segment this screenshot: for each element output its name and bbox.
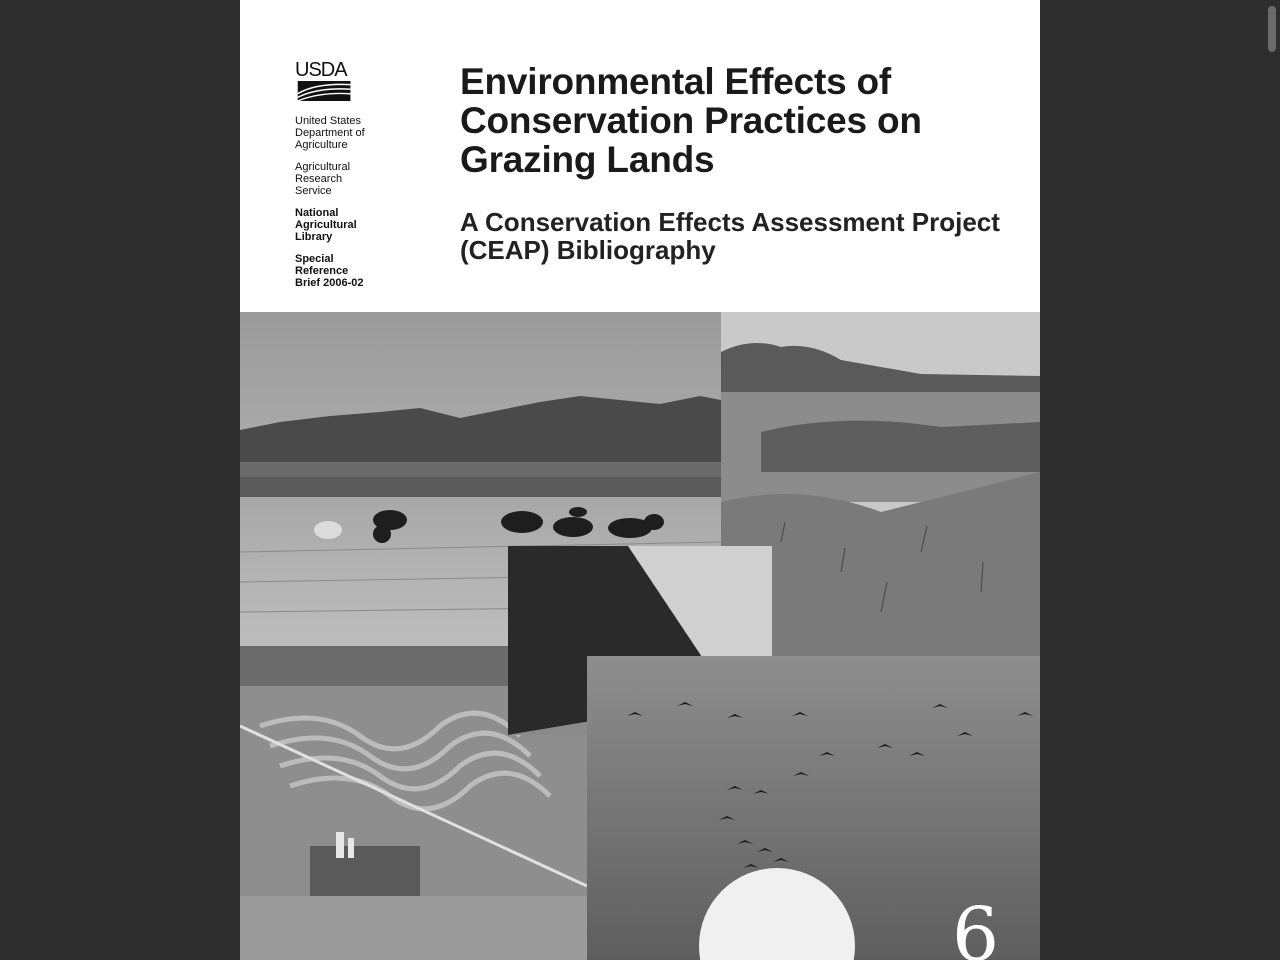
agency-sidebar (295, 60, 415, 289)
agency-nal: National Agricultural Library (295, 207, 357, 243)
usda-logo-icon (295, 81, 355, 101)
agency-ars: Agricultural Research Service (295, 161, 351, 197)
title-area (460, 62, 1020, 264)
page-number-glyph: 6 (952, 892, 1000, 960)
report-number: Special Reference Brief 2006-02 (295, 253, 364, 289)
photo-collage (240, 312, 1040, 960)
geese-sunset-photo (587, 656, 1040, 960)
scrollbar[interactable] (1264, 0, 1280, 960)
document-subtitle: A Conservation Effects Assessment Project (CEAP) Bibliography (460, 207, 1000, 265)
scrollbar-thumb[interactable] (1268, 6, 1276, 52)
document-title: Environmental Effects of Conservation Practices on Grazing Lands (460, 61, 922, 180)
agency-usda: United States Department of Agriculture (295, 115, 365, 151)
document-page (240, 0, 1040, 960)
usda-logo-text: USDA (295, 59, 347, 81)
